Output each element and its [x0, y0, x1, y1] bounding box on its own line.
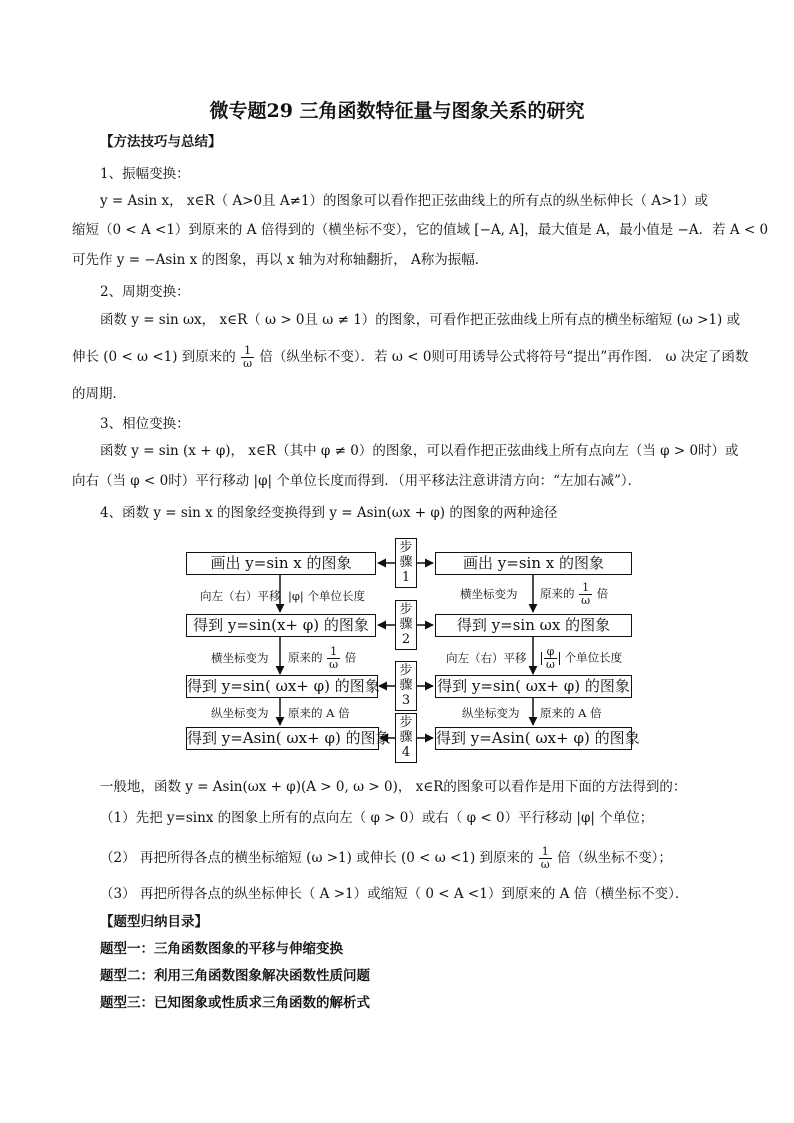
right-arrow1-pre: 原来的	[540, 586, 575, 601]
fraction-denominator: ω	[581, 594, 591, 607]
item2-heading-text: 2、周期变换：	[100, 284, 190, 300]
left-arrow2-fraction	[327, 646, 340, 671]
step-char: 骤	[399, 678, 413, 693]
left-arrow2-post: 倍	[344, 650, 357, 665]
phi-over-omega-fraction	[544, 646, 557, 671]
step-char: 步	[399, 540, 413, 555]
right-box-4: 得到 y=Asin( ωx+ φ) 的图象	[435, 727, 632, 750]
left-arrow3-label: 纵坐标变为	[211, 706, 269, 720]
step-char: 2	[401, 632, 411, 647]
item1-line1: y = Asin x， x∈R（ A>0且 A≠1）的图象可以看作把正弦曲线上的所有点的纵坐标伸长（ A>1）或	[100, 193, 709, 209]
step-char: 骤	[399, 730, 413, 745]
step-char: 步	[399, 715, 413, 730]
right-arrow1-label: 横坐标变为	[460, 587, 518, 601]
right-arrow2-label: 向左（右）平移	[446, 651, 527, 665]
fraction-numerator-phi: φ	[544, 646, 557, 659]
item3-line1: 函数 y = sin (x + φ)， x∈R（其中 φ ≠ 0）的图象，可以看作把正弦曲线上所有点向左（当 φ > 0时）或	[100, 443, 739, 459]
step-label-1	[395, 538, 417, 588]
right-box-1: 画出 y=sin x 的图象	[435, 552, 632, 575]
left-box-4: 得到 y=Asin( ωx+ φ) 的图象	[186, 727, 379, 750]
left-arrow1-value: |φ| 个单位长度	[288, 589, 365, 603]
left-arrow2-label: 横坐标变为	[211, 651, 269, 665]
section-heading-types: 【题型归纳目录】	[100, 914, 208, 930]
step-char: 骤	[399, 617, 413, 632]
step-char: 4	[401, 745, 411, 760]
right-box-3: 得到 y=sin( ωx+ φ) 的图象	[435, 675, 632, 698]
item2-line3: 的周期．	[72, 386, 126, 402]
right-arrow1-post: 倍	[596, 586, 609, 601]
fraction-denominator: ω	[243, 357, 253, 370]
general-step3: （3） 再把所得各点的纵坐标伸长（ A >1）或缩短（ 0 < A <1）到原来的 A 倍（横坐标不变）．	[100, 886, 689, 902]
right-arrow2-value	[540, 646, 622, 671]
left-box-2: 得到 y=sin(x+ φ) 的图象	[186, 614, 376, 637]
item1-line3: 可先作 y = −Asin x 的图象，再以 x 轴为对称轴翻折， A称为振幅．	[72, 252, 489, 268]
fraction-numerator: 1	[579, 582, 592, 595]
right-arrow3-value: 原来的 A 倍	[540, 706, 602, 720]
item3-line2: 向右（当 φ < 0时）平行移动 |φ| 个单位长度而得到．（用平移法注意讲清方向：“左加右减”）．	[72, 473, 642, 489]
left-box-1: 画出 y=sin x 的图象	[186, 552, 376, 575]
fraction-numerator: 1	[241, 345, 254, 358]
general-intro: 一般地，函数 y = Asin(ωx + φ)(A > 0, ω > 0)， x∈R的图象可以看作是用下面的方法得到的：	[100, 779, 687, 795]
right-arrow2-unit: 个单位长度	[564, 650, 623, 665]
question-type-2: 题型二：利用三角函数图象解决函数性质问题	[100, 968, 370, 984]
general-step2-fraction	[539, 846, 552, 871]
left-arrow3-value: 原来的 A 倍	[288, 706, 350, 720]
step-char: 步	[399, 602, 413, 617]
general-step1: （1）先把 y=sinx 的图象上所有的点向左（ φ > 0）或右（ φ < 0）平行移动 |φ| 个单位；	[100, 810, 654, 826]
item2-line2	[72, 345, 748, 370]
question-type-3: 题型三：已知图象或性质求三角函数的解析式	[100, 995, 370, 1011]
step-char: 步	[399, 663, 413, 678]
item2-line2-start: 伸长 (0 < ω <1) 到原来的	[72, 349, 236, 365]
item2-line1: 函数 y = sin ωx， x∈R（ ω > 0且 ω ≠ 1）的图象，可看作把正弦曲线上所有点的横坐标缩短 (ω >1) 或	[100, 312, 741, 328]
right-arrow1-value	[540, 582, 608, 607]
fraction-one-over-omega	[241, 345, 254, 370]
item3-heading: 3、相位变换：	[100, 416, 190, 432]
question-type-1: 题型一：三角函数图象的平移与伸缩变换	[100, 941, 343, 957]
left-arrow2-value	[288, 646, 356, 671]
step-char: 1	[401, 570, 411, 585]
step-char: 骤	[399, 555, 413, 570]
right-box-2: 得到 y=sin ωx 的图象	[435, 614, 632, 637]
item2-line2-end: 倍（纵坐标不变）．若 ω < 0则可用诱导公式将符号“提出”再作图． ω 决定了函数	[259, 349, 749, 365]
left-arrow2-pre: 原来的	[288, 650, 323, 665]
fraction-numerator: 1	[539, 846, 552, 859]
fraction-denominator: ω	[329, 658, 339, 671]
right-arrow3-label: 纵坐标变为	[462, 706, 520, 720]
item1-line2: 缩短（0 < A <1）到原来的 A 倍得到的（横坐标不变），它的值域 [−A, A]，最大值是 A，最小值是 −A．若 A < 0	[72, 222, 769, 238]
item1-heading: 1、振幅变换：	[100, 166, 190, 182]
left-arrow1-label: 向左（右）平移	[200, 589, 281, 603]
page-title: 微专题29 三角函数特征量与图象关系的研究	[209, 100, 585, 122]
step-label-4	[395, 713, 417, 763]
step-label-2	[395, 600, 417, 650]
general-step2-start: （2） 再把所得各点的横坐标缩短 (ω >1) 或伸长 (0 < ω <1) 到原来的	[100, 850, 534, 866]
general-step2	[100, 846, 672, 871]
section-heading-method: 【方法技巧与总结】	[100, 134, 222, 150]
step-label-3	[395, 661, 417, 711]
step-char: 3	[401, 693, 411, 708]
fraction-denominator: ω	[546, 658, 555, 671]
fraction-denominator: ω	[540, 858, 550, 871]
general-step2-end: 倍（纵坐标不变）；	[557, 850, 672, 866]
fraction-numerator: 1	[327, 646, 340, 659]
item4-heading: 4、函数 y = sin x 的图象经变换得到 y = Asin(ωx + φ) 的图象的两种途径	[100, 505, 558, 521]
right-arrow1-fraction	[579, 582, 592, 607]
left-box-3: 得到 y=sin( ωx+ φ) 的图象	[186, 675, 378, 698]
